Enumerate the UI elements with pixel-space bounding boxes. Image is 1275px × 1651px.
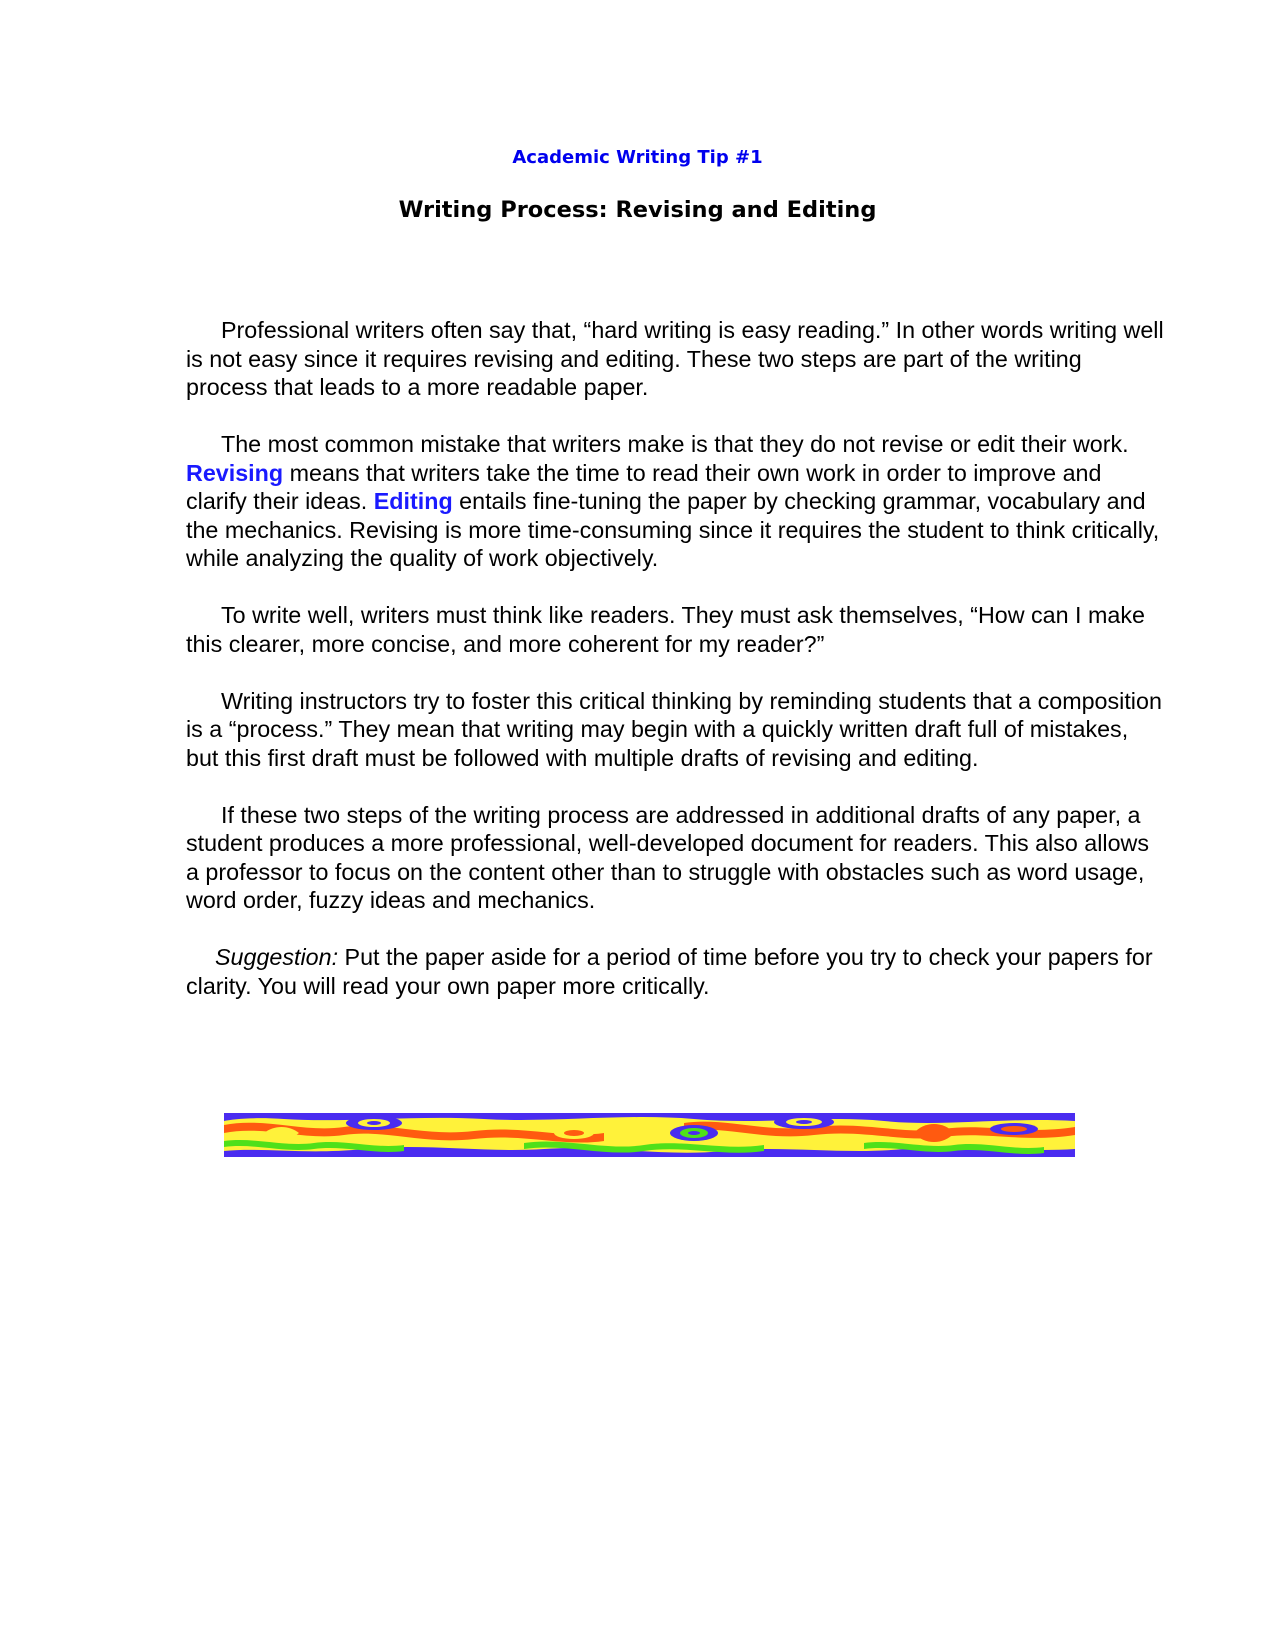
paragraph-4-text: Writing instructors try to foster this critical thinking by reminding students that a composition is a “process.” They mean that writing may begin with a quickly written draft full of mistakes, but this first draft must be followed with multiple drafts of revising and editing.: [186, 687, 1162, 771]
swirl-banner-graphic: [224, 1113, 1075, 1157]
term-editing: Editing: [373, 488, 453, 514]
paragraph-2: [186, 430, 1166, 573]
suggestion-label: Suggestion:: [215, 944, 339, 970]
suggestion-paragraph: [186, 943, 1166, 1000]
decorative-swirl-banner: [224, 1113, 1075, 1157]
paragraph-4: [186, 687, 1166, 773]
paragraph-2-text-c: entails fine-tuning the paper by checking grammar, vocabulary and the mechanics. Revising is more time-consuming since it requires the student to think critically, while analyzing the quality of work objectively.: [186, 488, 1160, 571]
tip-label: Academic Writing Tip #1: [512, 147, 763, 168]
paragraph-2-text-b: means that writers take the time to read their own work in order to improve and clarify their ideas.: [186, 459, 1102, 514]
paragraph-2-text-a: The most common mistake that writers make is that they do not revise or edit their work.: [221, 431, 1129, 457]
term-revising: Revising: [186, 459, 284, 486]
paragraph-3-text: To write well, writers must think like readers. They must ask themselves, “How can I make this clearer, more concise, and more coherent for my reader?”: [186, 602, 1145, 657]
suggestion-text: Put the paper aside for a period of time before you try to check your papers for clarity. You will read your own paper more critically.: [186, 944, 1153, 999]
paragraph-1: [186, 316, 1166, 402]
document-body: [186, 316, 1166, 1029]
page-title: Writing Process: Revising and Editing: [398, 197, 877, 223]
paragraph-5-text: If these two steps of the writing process are addressed in additional drafts of any paper, a student produces a more professional, well-developed document for readers. This also allows a professor to focus on the content other than to struggle with obstacles such as word usage, word order, fuzzy ideas and mechanics.: [186, 801, 1150, 913]
paragraph-5: [186, 801, 1166, 915]
paragraph-3: [186, 601, 1166, 658]
paragraph-1-text: Professional writers often say that, “hard writing is easy reading.” In other words writing well is not easy since it requires revising and editing. These two steps are part of the writing process that leads to a more readable paper.: [186, 317, 1164, 400]
